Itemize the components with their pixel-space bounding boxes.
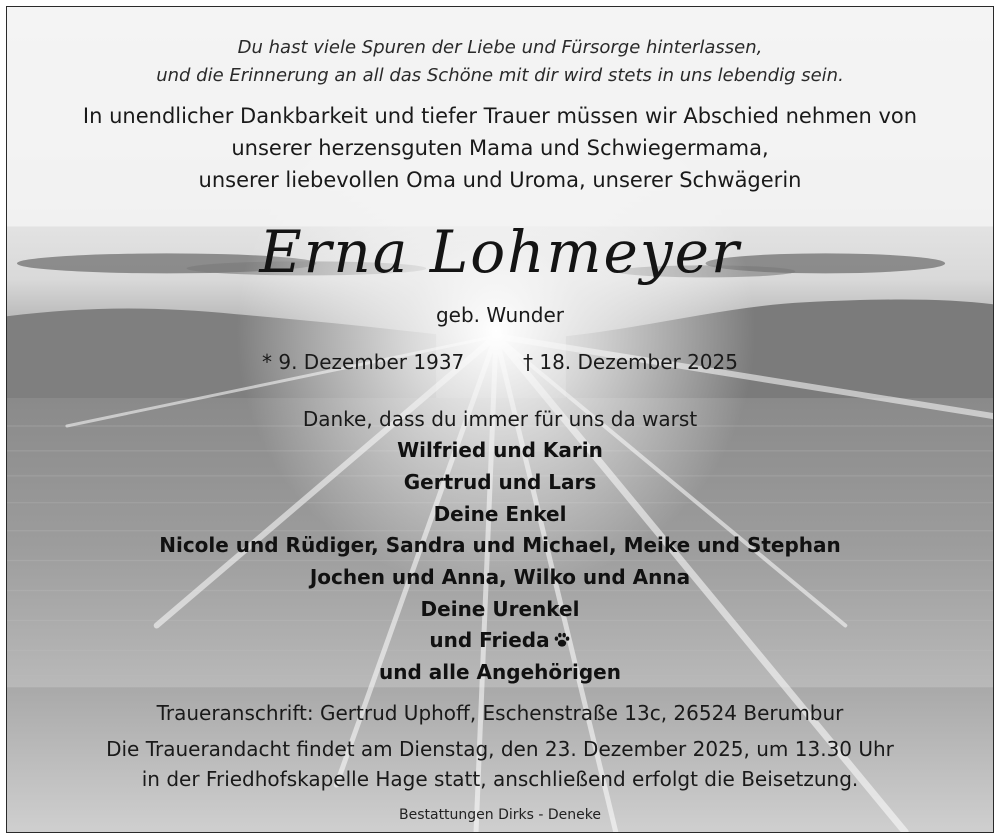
ceremony-line-2: in der Friedhofskapelle Hage statt, anschließend erfolgt die Beisetzung.: [141, 767, 859, 791]
mourning-address: Traueranschrift: Gertrud Uphoff, Eschenstraße 13c, 26524 Berumbur: [156, 701, 844, 725]
birth-date: * 9. Dezember 1937: [262, 350, 465, 374]
mourner-line: und alle Angehörigen: [379, 660, 621, 684]
mourner-line: Nicole und Rüdiger, Sandra und Michael, Meike und Stephan: [159, 533, 841, 557]
intro-line-3: unserer liebevollen Oma und Uroma, unserer Schwägerin: [198, 168, 802, 192]
death-date: † 18. Dezember 2025: [522, 350, 738, 374]
memorial-quote-line-1: Du hast viele Spuren der Liebe und Fürsorge hinterlassen,: [237, 37, 763, 58]
memorial-quote-line-2: und die Erinnerung an all das Schöne mit dir wird stets in uns lebendig sein.: [156, 65, 844, 86]
obituary-notice: [6, 6, 994, 833]
ceremony-line-1: Die Trauerandacht findet am Dienstag, den 23. Dezember 2025, um 13.30 Uhr: [106, 737, 894, 761]
paw-print-icon: [553, 631, 571, 649]
thanks-line: Danke, dass du immer für uns da warst: [302, 407, 698, 431]
mourner-line: Jochen und Anna, Wilko und Anna: [309, 565, 691, 589]
intro-line-2: unserer herzensguten Mama und Schwiegermama,: [231, 136, 769, 160]
undertaker: Bestattungen Dirks - Deneke: [398, 807, 601, 823]
mourner-frieda: und Frieda: [429, 628, 550, 652]
mourner-line: Deine Urenkel: [420, 597, 580, 621]
intro-line-1: In unendlicher Dankbarkeit und tiefer Trauer müssen wir Abschied nehmen von: [82, 104, 918, 128]
maiden-name: geb. Wunder: [435, 303, 565, 327]
mourner-line: Deine Enkel: [433, 502, 567, 526]
mourner-line: Wilfried und Karin: [397, 438, 603, 462]
deceased-name: Erna Lohmeyer: [259, 218, 741, 286]
mourner-line-frieda: [7, 625, 993, 657]
mourner-line: Gertrud und Lars: [403, 470, 597, 494]
life-dates: [7, 347, 993, 377]
